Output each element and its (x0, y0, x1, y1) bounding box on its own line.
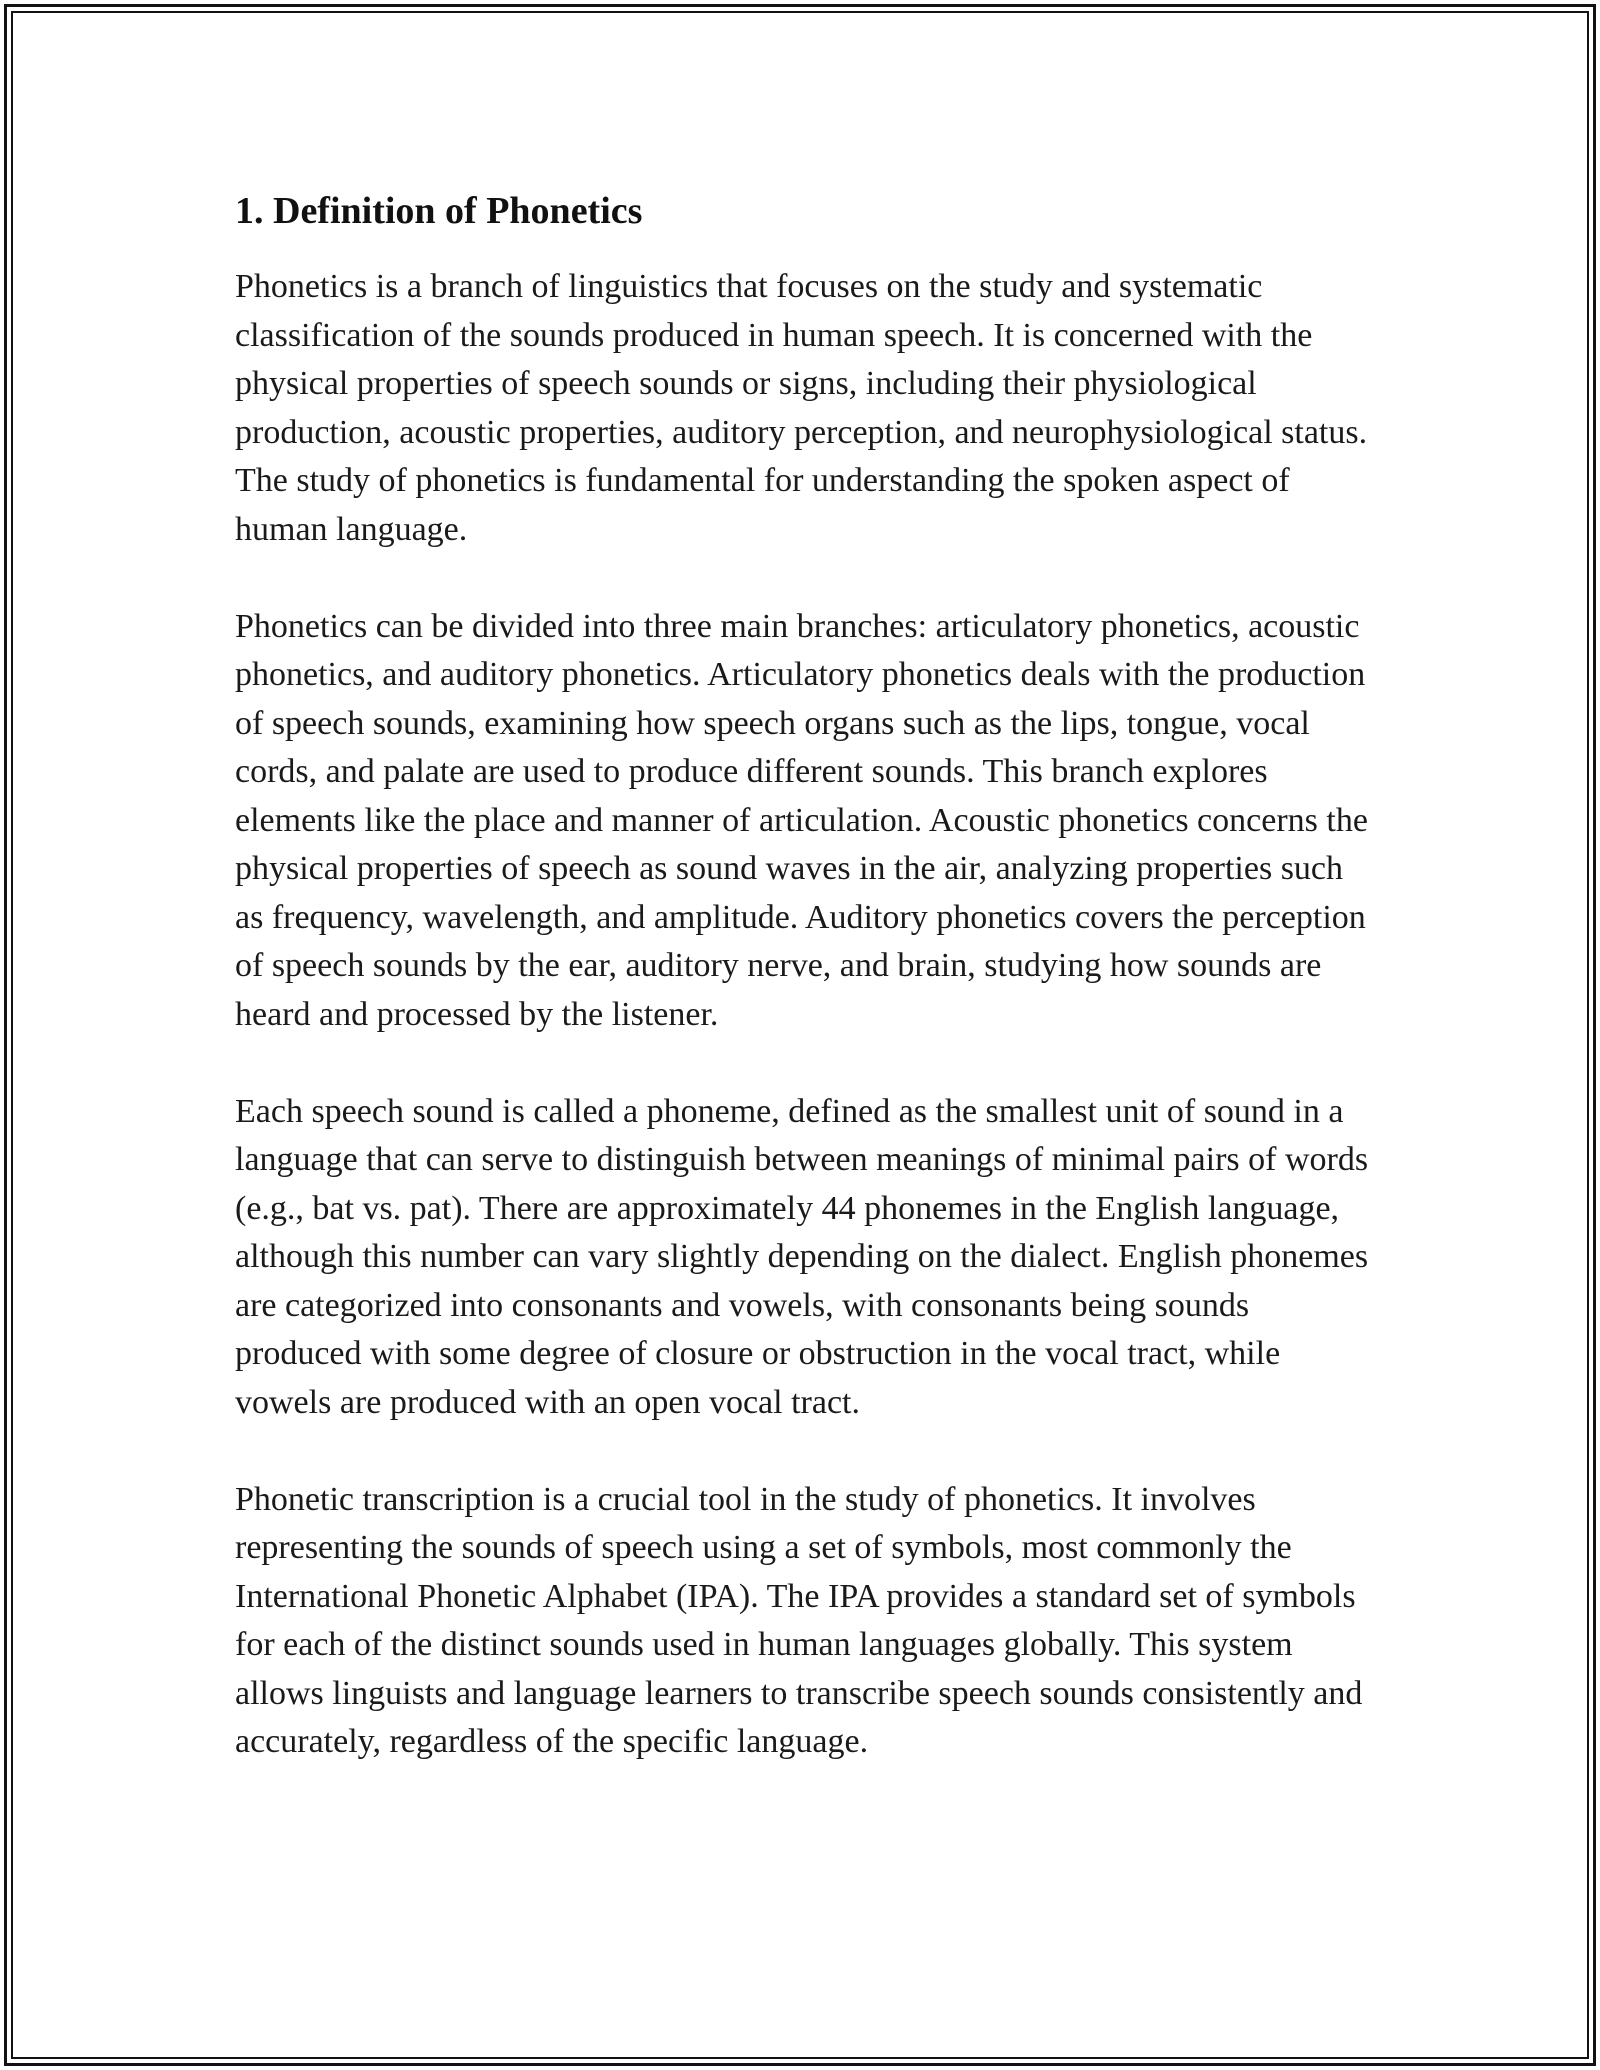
paragraph-definition: Phonetics is a branch of linguistics that focuses on the study and systematic classification of the sounds produced in human speech. It is concerned with the physical properties of speech sounds or signs, including their physiological production, acoustic properties, auditory perception, and neurophysiological status. The study of phonetics is fundamental for understanding the spoken aspect of human language. (235, 268, 1368, 548)
paragraph-transcription: Phonetic transcription is a crucial tool in the study of phonetics. It involves representing the sounds of speech using a set of symbols, most commonly the International Phonetic Alphabet (IPA). The IPA provides a standard set of symbols for each of the distinct sounds used in human languages globally. This system allows linguists and language learners to transcribe speech sounds consistently and accurately, regardless of the specific language. (235, 1480, 1363, 1760)
section-heading: 1. Definition of Phonetics (235, 190, 643, 232)
paragraph-branches: Phonetics can be divided into three main branches: articulatory phonetics, acoustic phonetics, and auditory phonetics. Articulatory phonetics deals with the production of speech sounds, examining how speech organs such as the lips, tongue, vocal cords, and palate are used to produce different sounds. This branch explores elements like the place and manner of articulation. Acoustic phonetics concerns the physical properties of speech as sound waves in the air, analyzing properties such as frequency, wavelength, and amplitude. Auditory phonetics covers the perception of speech sounds by the ear, auditory nerve, and brain, studying how sounds are heard and processed by the listener. (235, 607, 1368, 1033)
document-body (235, 187, 1375, 1767)
paragraph-phonemes: Each speech sound is called a phoneme, defined as the smallest unit of sound in a language that can serve to distinguish between meanings of minimal pairs of words (e.g., bat vs. pat). There are approximately 44 phonemes in the English language, although this number can vary slightly depending on the dialect. English phonemes are categorized into consonants and vowels, with consonants being sounds produced with some degree of closure or obstruction in the vocal tract, while vowels are produced with an open vocal tract. (235, 1092, 1369, 1421)
